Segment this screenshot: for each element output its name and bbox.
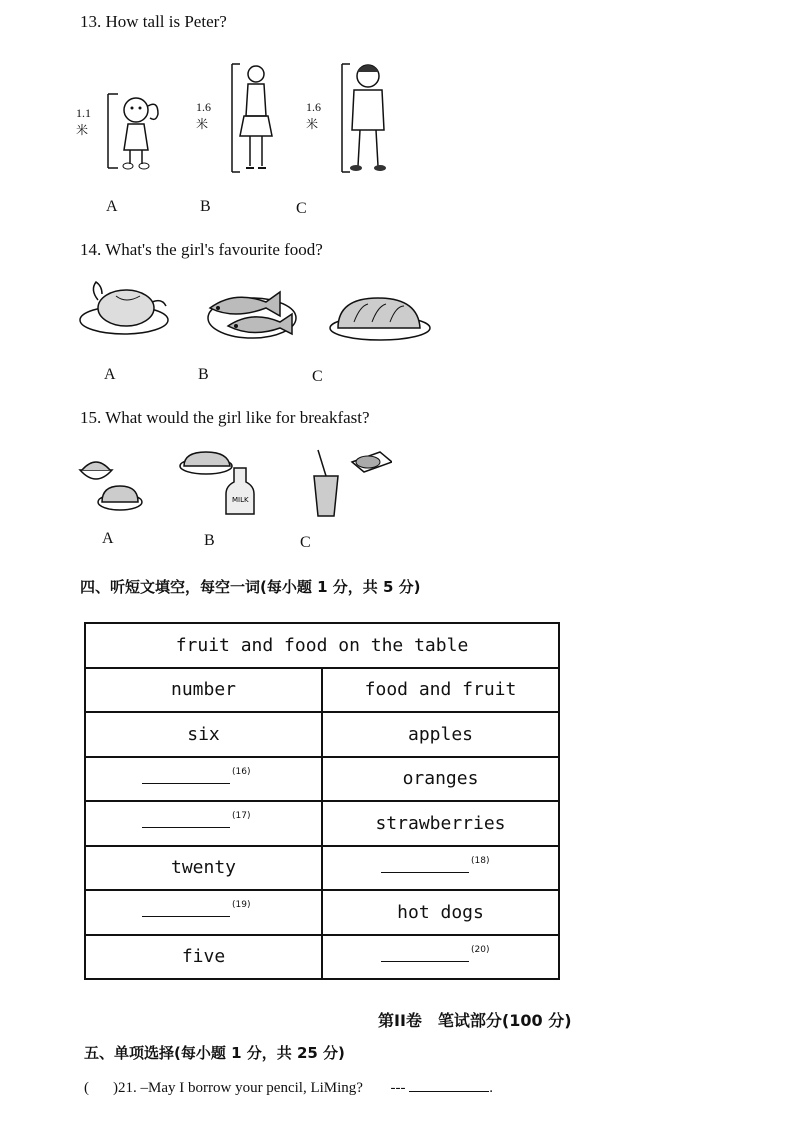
answer-blank[interactable] [409, 1081, 489, 1092]
option-label-c: C [300, 534, 311, 551]
cell-blank-17[interactable] [85, 801, 322, 846]
blank-number: (20) [471, 944, 490, 955]
question-text: 21. –May I borrow your pencil, LiMing? [118, 1080, 363, 1096]
section-5-heading: 五、单项选择(每小题 1 分，共 25 分) [84, 1044, 345, 1062]
height-label: 1.6米 [306, 100, 321, 131]
table-row [85, 712, 559, 757]
table-row [85, 846, 559, 891]
table-caption: fruit and food on the table [85, 623, 559, 668]
cell-blank-19[interactable] [85, 890, 322, 935]
table-row [85, 801, 559, 846]
cell-number: twenty [85, 846, 322, 891]
cell-blank-18[interactable] [322, 846, 559, 891]
question-number: 13. [80, 12, 102, 31]
answer-blank[interactable] [142, 771, 230, 784]
answer-paren-open[interactable]: ( [84, 1080, 89, 1096]
question-13 [80, 12, 227, 32]
roast-chicken-icon [76, 276, 172, 338]
question-15 [80, 408, 370, 428]
blank-number: (19) [232, 900, 251, 910]
fill-in-table [84, 622, 560, 980]
answer-blank[interactable] [142, 815, 230, 828]
section-4-heading: 四、听短文填空，每空一词(每小题 1 分，共 5 分) [80, 578, 421, 596]
option-label-b: B [204, 532, 215, 549]
rice-and-bread-icon [74, 452, 144, 516]
question-number: 15. [80, 408, 102, 427]
drink-and-hamburger-icon [308, 448, 392, 520]
answer-blank[interactable] [142, 904, 230, 917]
svg-text:MILK: MILK [232, 496, 249, 504]
blank-number: (17) [232, 811, 251, 821]
cell-food: hot dogs [322, 890, 559, 935]
header-food-and-fruit: food and fruit [322, 668, 559, 713]
boy-icon [338, 58, 402, 176]
table-row [85, 935, 559, 980]
question-text: How tall is Peter? [105, 12, 227, 31]
cell-food: strawberries [322, 801, 559, 846]
question-number: 14. [80, 240, 102, 259]
answer-blank[interactable] [381, 860, 469, 873]
answer-prefix: --- [390, 1080, 406, 1096]
option-label-c: C [296, 200, 307, 217]
height-label: 1.1米 [76, 106, 91, 137]
girl-in-skirt-icon [228, 60, 288, 176]
fish-plate-icon [202, 282, 298, 344]
blank-number: (16) [232, 766, 251, 777]
question-text: What's the girl's favourite food? [105, 240, 323, 259]
bread-and-milk-icon [178, 448, 262, 518]
option-label-c: C [312, 368, 323, 385]
option-label-b: B [200, 198, 211, 215]
cell-number: six [85, 712, 322, 757]
table-row [85, 890, 559, 935]
bread-icon [326, 292, 432, 344]
answer-paren-close: ) [113, 1080, 118, 1096]
cell-blank-16[interactable] [85, 757, 322, 802]
header-number: number [85, 668, 322, 713]
option-label-a: A [106, 198, 118, 215]
cell-food: oranges [322, 757, 559, 802]
question-text: What would the girl like for breakfast? [105, 408, 370, 427]
question-14 [80, 240, 323, 260]
cell-blank-20[interactable] [322, 935, 559, 980]
question-21 [84, 1080, 493, 1097]
table-row [85, 757, 559, 802]
option-label-a: A [102, 530, 114, 547]
end-period: . [489, 1080, 493, 1096]
height-label: 1.6米 [196, 100, 211, 131]
cell-number: five [85, 935, 322, 980]
option-label-a: A [104, 366, 116, 383]
girl-with-ponytails-icon [104, 88, 194, 178]
part-2-heading: 第II卷 笔试部分(100 分) [378, 1011, 572, 1030]
answer-blank[interactable] [381, 949, 469, 962]
cell-food: apples [322, 712, 559, 757]
option-label-b: B [198, 366, 209, 383]
blank-number: (18) [471, 855, 490, 866]
